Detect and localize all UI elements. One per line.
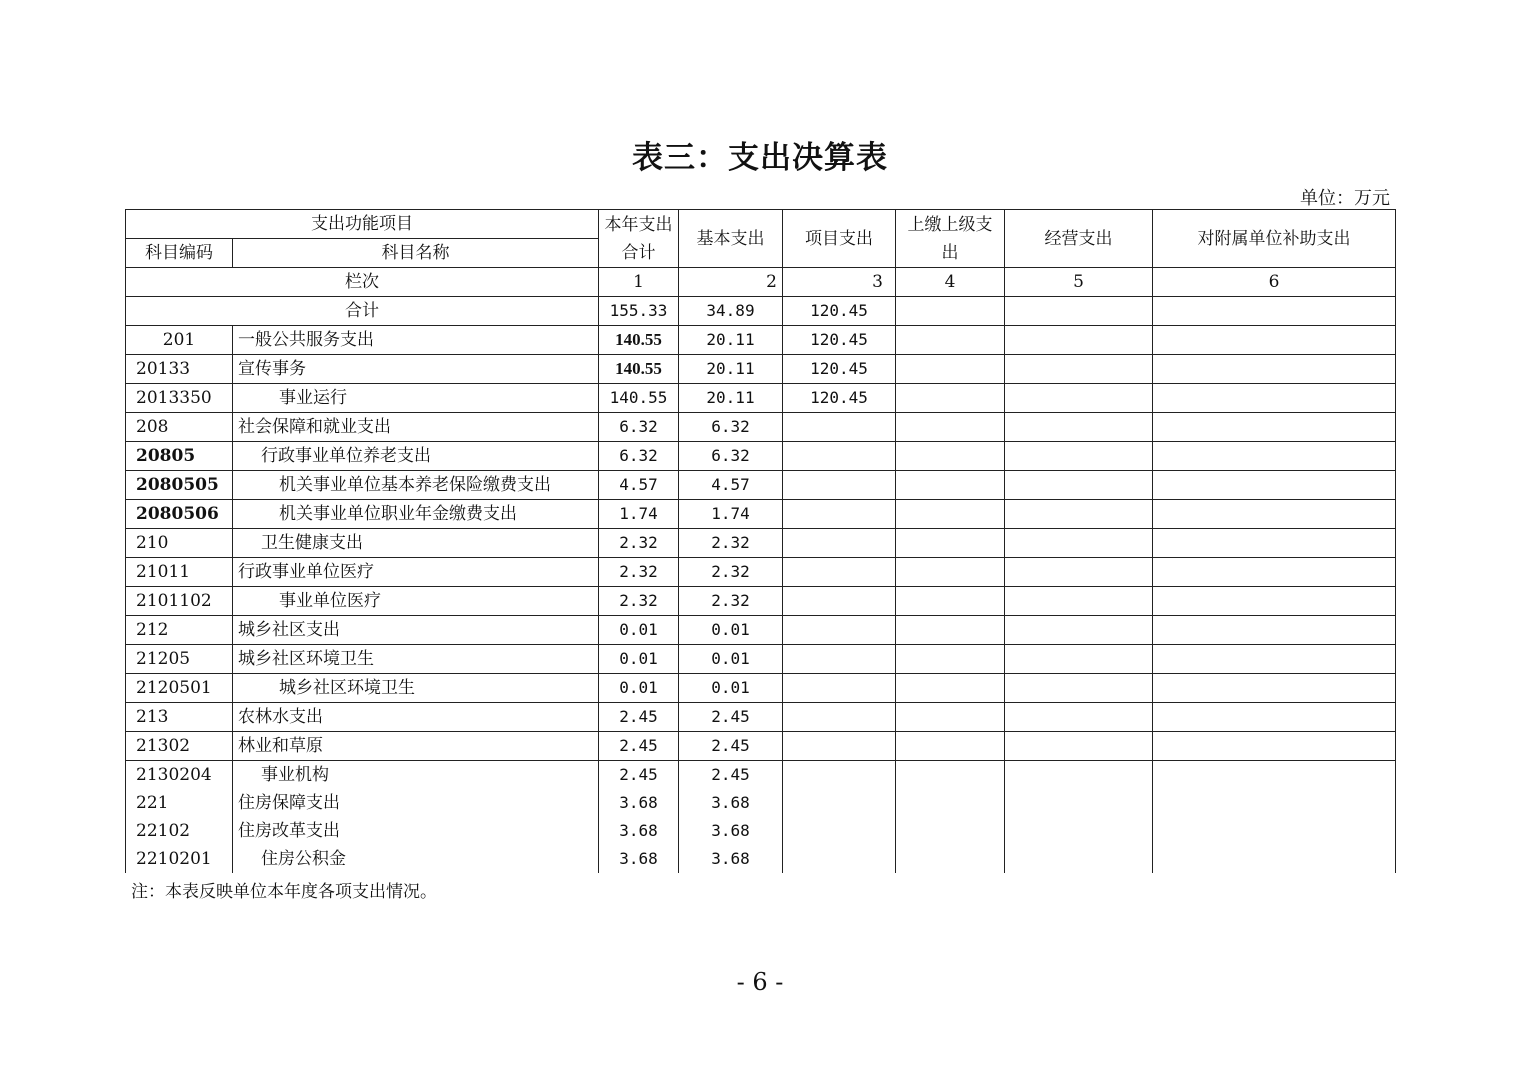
row-code: 2210201 (126, 845, 233, 873)
row-project (783, 529, 896, 558)
table-row (126, 413, 1396, 442)
row-project: 120.45 (783, 326, 896, 355)
row-total: 6.32 (599, 442, 679, 471)
row-total: 6.32 (599, 413, 679, 442)
row-subsidy (1153, 384, 1396, 413)
row-total: 140.55 (599, 355, 679, 384)
row-business (1005, 384, 1153, 413)
table-row (126, 355, 1396, 384)
row-subsidy (1153, 500, 1396, 529)
header-code: 科目编码 (126, 239, 233, 268)
row-upper (896, 616, 1005, 645)
row-total: 1.74 (599, 500, 679, 529)
row-upper (896, 355, 1005, 384)
row-upper (896, 789, 1005, 817)
row-subsidy (1153, 413, 1396, 442)
row-basic: 20.11 (679, 355, 783, 384)
row-name: 行政事业单位医疗 (233, 558, 599, 587)
row-total: 3.68 (599, 817, 679, 845)
row-name: 社会保障和就业支出 (233, 413, 599, 442)
row-code: 22102 (126, 817, 233, 845)
row-name: 住房保障支出 (233, 789, 599, 817)
row-upper (896, 845, 1005, 873)
row-basic: 20.11 (679, 326, 783, 355)
table-row (126, 500, 1396, 529)
header-business: 经营支出 (1005, 210, 1153, 268)
row-subsidy (1153, 703, 1396, 732)
table-row (126, 732, 1396, 761)
total-value-total: 155.33 (599, 297, 679, 326)
table-row (126, 674, 1396, 703)
row-project (783, 789, 896, 817)
row-basic: 0.01 (679, 674, 783, 703)
row-upper (896, 761, 1005, 790)
header-row-1 (126, 210, 1396, 239)
column-index-2: 2 (679, 268, 783, 297)
row-name: 一般公共服务支出 (233, 326, 599, 355)
row-subsidy (1153, 326, 1396, 355)
row-subsidy (1153, 529, 1396, 558)
row-subsidy (1153, 645, 1396, 674)
row-project (783, 616, 896, 645)
table-row (126, 471, 1396, 500)
row-code: 201 (126, 326, 233, 355)
row-business (1005, 761, 1153, 790)
row-business (1005, 558, 1153, 587)
table-note: 注：本表反映单位本年度各项支出情况。 (131, 882, 437, 902)
row-code: 21011 (126, 558, 233, 587)
row-project (783, 703, 896, 732)
row-name: 行政事业单位养老支出 (233, 442, 599, 471)
row-name: 卫生健康支出 (233, 529, 599, 558)
row-basic: 3.68 (679, 817, 783, 845)
row-code: 2080506 (126, 500, 233, 529)
row-name: 城乡社区环境卫生 (233, 674, 599, 703)
row-total: 3.68 (599, 845, 679, 873)
row-project (783, 413, 896, 442)
row-total: 2.45 (599, 703, 679, 732)
row-project (783, 817, 896, 845)
row-basic: 20.11 (679, 384, 783, 413)
row-business (1005, 845, 1153, 873)
row-total: 4.57 (599, 471, 679, 500)
row-total: 2.45 (599, 732, 679, 761)
row-business (1005, 616, 1153, 645)
row-total: 2.32 (599, 587, 679, 616)
row-code: 221 (126, 789, 233, 817)
row-basic: 4.57 (679, 471, 783, 500)
row-project (783, 558, 896, 587)
row-business (1005, 645, 1153, 674)
row-basic: 2.45 (679, 703, 783, 732)
row-subsidy (1153, 442, 1396, 471)
row-project (783, 471, 896, 500)
row-code: 2120501 (126, 674, 233, 703)
row-name: 住房改革支出 (233, 817, 599, 845)
row-total: 0.01 (599, 674, 679, 703)
row-basic: 1.74 (679, 500, 783, 529)
unit-label: 单位：万元 (1300, 188, 1390, 209)
row-project (783, 732, 896, 761)
row-business (1005, 413, 1153, 442)
header-subsidy: 对附属单位补助支出 (1153, 210, 1396, 268)
row-code: 21302 (126, 732, 233, 761)
header-total: 本年支出合计 (599, 210, 679, 268)
row-business (1005, 703, 1153, 732)
row-business (1005, 817, 1153, 845)
row-code: 213 (126, 703, 233, 732)
row-code: 20133 (126, 355, 233, 384)
expenditure-table (125, 209, 1396, 873)
row-basic: 6.32 (679, 442, 783, 471)
header-project: 项目支出 (783, 210, 896, 268)
row-upper (896, 500, 1005, 529)
total-value-project: 120.45 (783, 297, 896, 326)
total-value-business (1005, 297, 1153, 326)
row-basic: 6.32 (679, 413, 783, 442)
row-project (783, 845, 896, 873)
row-subsidy (1153, 471, 1396, 500)
row-code: 2130204 (126, 761, 233, 790)
row-subsidy (1153, 789, 1396, 817)
row-basic: 3.68 (679, 789, 783, 817)
row-business (1005, 355, 1153, 384)
row-subsidy (1153, 761, 1396, 790)
column-index-label: 栏次 (126, 268, 599, 297)
table-row (126, 558, 1396, 587)
table-row (126, 645, 1396, 674)
row-name: 机关事业单位基本养老保险缴费支出 (233, 471, 599, 500)
table-row (126, 587, 1396, 616)
row-project: 120.45 (783, 384, 896, 413)
row-upper (896, 645, 1005, 674)
row-project (783, 645, 896, 674)
table-row (126, 817, 1396, 845)
row-subsidy (1153, 558, 1396, 587)
table-row (126, 384, 1396, 413)
table-row (126, 529, 1396, 558)
row-subsidy (1153, 355, 1396, 384)
page-number: - 6 - (736, 968, 784, 996)
row-upper (896, 817, 1005, 845)
column-index-1: 1 (599, 268, 679, 297)
row-name: 宣传事务 (233, 355, 599, 384)
table-row (126, 789, 1396, 817)
row-code: 208 (126, 413, 233, 442)
table-row (126, 616, 1396, 645)
row-business (1005, 674, 1153, 703)
row-name: 住房公积金 (233, 845, 599, 873)
row-total: 2.32 (599, 558, 679, 587)
row-business (1005, 732, 1153, 761)
table-row (126, 326, 1396, 355)
row-name: 城乡社区支出 (233, 616, 599, 645)
row-subsidy (1153, 674, 1396, 703)
column-index-6: 6 (1153, 268, 1396, 297)
row-business (1005, 529, 1153, 558)
row-code: 2013350 (126, 384, 233, 413)
header-basic: 基本支出 (679, 210, 783, 268)
row-upper (896, 558, 1005, 587)
row-name: 林业和草原 (233, 732, 599, 761)
total-row (126, 297, 1396, 326)
row-business (1005, 500, 1153, 529)
row-total: 140.55 (599, 384, 679, 413)
row-basic: 2.32 (679, 587, 783, 616)
row-basic: 0.01 (679, 645, 783, 674)
header-func-group: 支出功能项目 (126, 210, 599, 239)
column-index-3: 3 (783, 268, 896, 297)
row-basic: 2.45 (679, 761, 783, 790)
row-project (783, 442, 896, 471)
row-business (1005, 471, 1153, 500)
table-row (126, 845, 1396, 873)
row-code: 2080505 (126, 471, 233, 500)
row-name: 农林水支出 (233, 703, 599, 732)
table-row (126, 442, 1396, 471)
row-business (1005, 789, 1153, 817)
row-subsidy (1153, 732, 1396, 761)
row-upper (896, 413, 1005, 442)
row-subsidy (1153, 817, 1396, 845)
column-index-row (126, 268, 1396, 297)
row-upper (896, 384, 1005, 413)
row-name: 事业单位医疗 (233, 587, 599, 616)
row-upper (896, 703, 1005, 732)
row-name: 城乡社区环境卫生 (233, 645, 599, 674)
total-value-upper (896, 297, 1005, 326)
row-basic: 2.45 (679, 732, 783, 761)
row-total: 0.01 (599, 616, 679, 645)
header-name: 科目名称 (233, 239, 599, 268)
row-upper (896, 326, 1005, 355)
row-code: 212 (126, 616, 233, 645)
row-upper (896, 732, 1005, 761)
row-name: 事业运行 (233, 384, 599, 413)
row-subsidy (1153, 616, 1396, 645)
row-total: 0.01 (599, 645, 679, 674)
row-total: 2.32 (599, 529, 679, 558)
row-code: 21205 (126, 645, 233, 674)
row-upper (896, 674, 1005, 703)
row-name: 事业机构 (233, 761, 599, 790)
row-subsidy (1153, 845, 1396, 873)
page-title: 表三：支出决算表 (632, 140, 888, 176)
row-upper (896, 529, 1005, 558)
row-basic: 2.32 (679, 558, 783, 587)
row-code: 210 (126, 529, 233, 558)
row-project: 120.45 (783, 355, 896, 384)
row-basic: 3.68 (679, 845, 783, 873)
row-upper (896, 587, 1005, 616)
table-row (126, 703, 1396, 732)
row-business (1005, 326, 1153, 355)
column-index-5: 5 (1005, 268, 1153, 297)
row-upper (896, 471, 1005, 500)
row-business (1005, 587, 1153, 616)
row-project (783, 500, 896, 529)
row-code: 2101102 (126, 587, 233, 616)
total-value-basic: 34.89 (679, 297, 783, 326)
row-basic: 2.32 (679, 529, 783, 558)
row-code: 20805 (126, 442, 233, 471)
row-total: 140.55 (599, 326, 679, 355)
row-upper (896, 442, 1005, 471)
row-total: 2.45 (599, 761, 679, 790)
total-value-subsidy (1153, 297, 1396, 326)
row-subsidy (1153, 587, 1396, 616)
row-project (783, 587, 896, 616)
row-business (1005, 442, 1153, 471)
row-basic: 0.01 (679, 616, 783, 645)
column-index-4: 4 (896, 268, 1005, 297)
table-row (126, 761, 1396, 790)
row-project (783, 674, 896, 703)
row-project (783, 761, 896, 790)
row-total: 3.68 (599, 789, 679, 817)
row-name: 机关事业单位职业年金缴费支出 (233, 500, 599, 529)
header-upper: 上缴上级支出 (896, 210, 1005, 268)
total-label: 合计 (126, 297, 599, 326)
